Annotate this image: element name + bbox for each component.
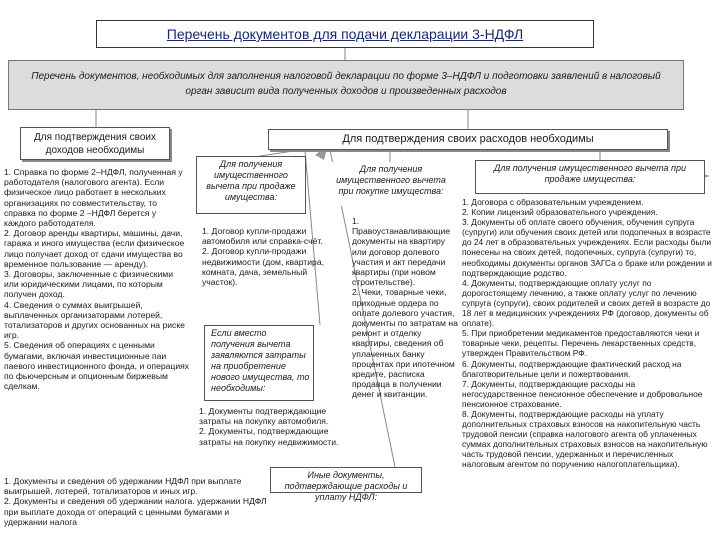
social-documents-list: 1. Договора с образовательным учреждением. 2. Копии лицензий образовательного учреждения. 3. Документы об оплате своего обучения, обучения супруга (супруги) или обучения своих детей или подопечных в возрасте до 24 лет в образовательных учреждениях. Если расходы были понесены на своих детей, подопечных, супруга (супруги) то, необходимы документы органов ЗАГСа о браке или рождении и подтверждающие родство. 4. Документы, подтверждающие оплату услуг по дорогостоящему лечению, а также оплату услуг по лечению супруга (супруги), своих родителей и своих детей в возрасте до 18 лет в медицинских учреждениях РФ (договор, документы об оплате). 5. При приобретении медикаментов предоставляются чеки и товарные чеки, рецепты. Перечень лекарственных средств, утвержден Правительством РФ. 6. Документы, подтверждающие фактический расход на благотворительные цели и пожертвования. 7. Документы, подтверждающие расходы на негосударственное пенсионное обеспечение и добровольное пенсионное страхование. 8. Документы, подтверждающие расходы на уплату дополнительных страховых взносов на накопительную часть трудовой пенсии (справка налогового агента об уплаченных суммах дополнительных страховых взносов на накопительную часть трудовой пенсии, удержанных и перечисленных налоговым агентом по поручению налогоплательщика). <box>462 197 712 470</box>
exchange-note: Если вместо получения вычета заявляются затраты на приобретение нового имущества, то необходимы: <box>204 325 314 401</box>
purchase-documents-list: 1. Правоустанавливающие документы на квартиру или договор долевого участия и акт передачи квартиры (при новом строительстве). 2. Чеки, товарные чеки, приходные ордера по оплате долевого участия, документы по затратам на ремонт и отделку квартиры, сведения об уплаченных банку процентах при ипотечном кредите, расписка продавца в получении денег и квитанции. <box>352 216 458 400</box>
income-heading: Для подтверждения своих доходов необходимы <box>20 127 170 160</box>
sale-documents-list: 1. Договор купли-продажи автомобиля или справка-счёт. 2. Договор купли-продажи недвижимости (дом, квартира, комната, дача, земельный участок). <box>202 226 324 288</box>
social-deduction-note: Для получения имущественного вычета при продаже имущества: <box>475 160 705 194</box>
page-title: Перечень документов для подачи декларации 3-НДФЛ <box>96 20 594 48</box>
sale-deduction-note: Для получения имущественного вычета при продаже имущества: <box>196 156 306 214</box>
tax-withholding-list: 1. Документы и сведения об удержании НДФЛ при выплате выигрышей, лотерей, тотализаторов и иных игр. 2. Документы и сведения об удержании налога. удержании НДФЛ при выплате дохода от операций с ценными бумагами и удержании налога <box>4 476 267 527</box>
other-documents-note: Иные документы, подтверждающие расходы и уплату НДФЛ: <box>270 467 422 493</box>
purchase-deduction-note: Для получения имущественного вычета при покупке имущества: <box>330 162 452 206</box>
exchange-documents-list: 1. Документы подтверждающие затраты на покупку автомобиля. 2. Документы, подтверждающие затраты на покупку недвижимости. <box>199 406 339 447</box>
expense-heading: Для подтверждения своих расходов необходимы <box>268 129 668 150</box>
income-documents-list: 1. Справка по форме 2–НДФЛ, полученная у работодателя (налогового агента). Если физическое лицо работает в нескольких организациях по совместительству, то справка по форме 2 –НДФЛ берется у каждого работодателя. 2. Договор аренды квартиры, машины, дачи, гаража и иного имущества (если физическое лицо получает доход от сдачи имущества во временное пользование — аренду). 3. Договоры, заключенные с физическими или юридическими лицами, по которым получен доход. 4. Сведения о суммах выигрышей, выплаченных организаторами лотерей, тотализаторов и других основанных на риске игр. 5. Сведения об операциях с ценными бумагами, включая инвестиционные паи паевого инвестиционного фонда, и операциях по фьючерсным и опционным биржевым сделкам. <box>4 167 190 392</box>
subtitle-banner: Перечень документов, необходимых для заполнения налоговой декларации по форме 3–НДФЛ и подготовки заявлений в налоговый орган зависит вида полученных доходов и произведенных расходов <box>8 60 684 110</box>
